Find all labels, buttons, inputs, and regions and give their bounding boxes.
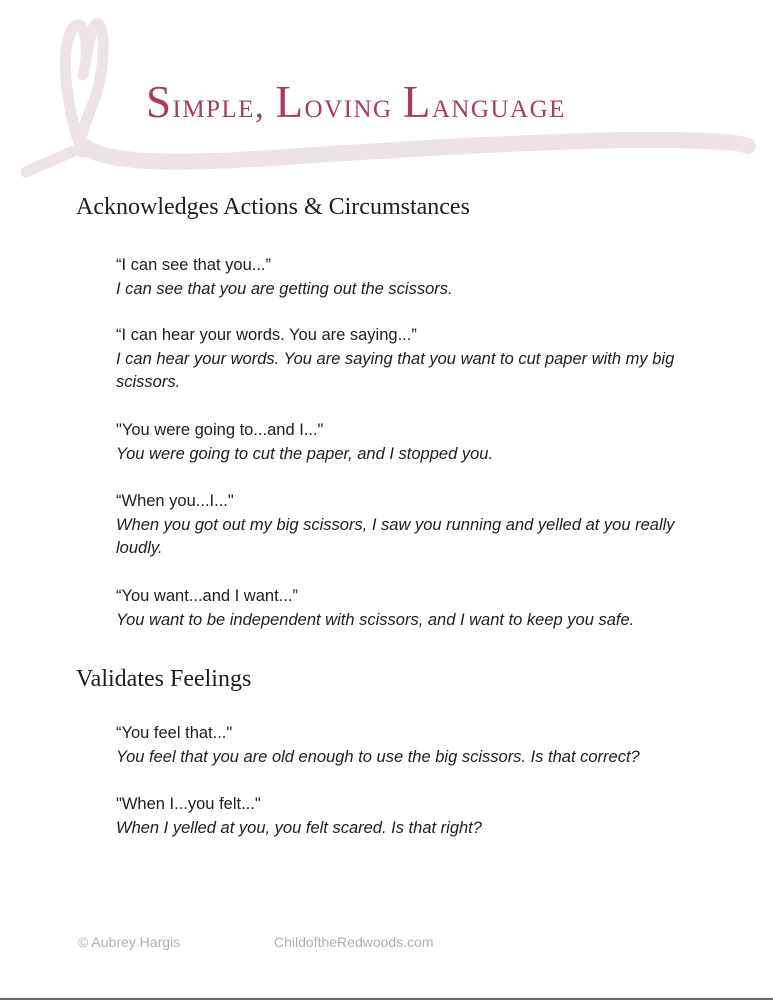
footer-website-link[interactable]: ChildoftheRedwoods.com: [274, 934, 434, 950]
phrase-example: When you got out my big scissors, I saw you running and yelled at you really loudly.: [116, 515, 675, 557]
phrase-prompt: “I can hear your words. You are saying...”: [116, 326, 417, 344]
title-rest-1: imple,: [172, 86, 266, 125]
phrase-prompt: “You want...and I want...”: [116, 587, 298, 605]
phrase-prompt: “I can see that you...”: [116, 256, 271, 274]
title-initial-1: S: [146, 77, 173, 127]
title-rest-2: oving: [304, 86, 393, 125]
footer-copyright: © Aubrey Hargis: [78, 934, 181, 950]
phrase-item: [116, 585, 706, 632]
phrase-example: You feel that you are old enough to use the big scissors. Is that correct?: [116, 747, 640, 766]
phrase-item: [116, 793, 706, 840]
phrase-example: I can hear your words. You are saying that you want to cut paper with my big scissors.: [116, 349, 675, 391]
phrase-example: When I yelled at you, you felt scared. Is that right?: [116, 818, 482, 837]
section-heading-validates-feelings: Validates Feelings: [76, 666, 252, 692]
phrase-item: [116, 722, 706, 769]
phrase-example: You were going to cut the paper, and I stopped you.: [116, 444, 494, 463]
phrase-example: You want to be independent with scissors, and I want to keep you safe.: [116, 610, 635, 629]
phrase-item: [116, 490, 706, 561]
title-initial-2: L: [275, 77, 305, 127]
title-initial-3: L: [402, 77, 432, 127]
page-title: [146, 76, 566, 128]
section-heading-acknowledges: Acknowledges Actions & Circumstances: [76, 194, 470, 220]
phrase-prompt: “When you...I...": [116, 492, 234, 510]
phrase-prompt: "When I...you felt...": [116, 795, 261, 813]
phrase-example: I can see that you are getting out the scissors.: [116, 279, 453, 298]
phrase-item: [116, 419, 706, 466]
phrase-item: [116, 254, 706, 301]
title-rest-3: anguage: [431, 86, 566, 125]
phrase-prompt: "You were going to...and I...": [116, 421, 324, 439]
phrase-prompt: “You feel that...": [116, 724, 233, 742]
phrase-item: [116, 324, 706, 395]
